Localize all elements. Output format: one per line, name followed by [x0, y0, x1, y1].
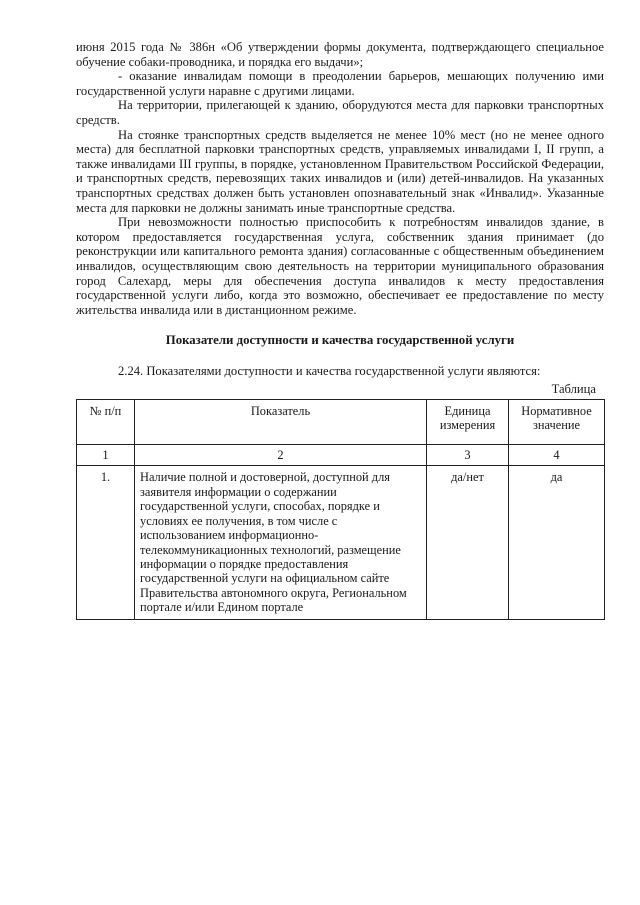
- header-number: № п/п: [77, 400, 135, 445]
- table-header-row: [77, 400, 605, 445]
- column-number: 4: [509, 445, 605, 466]
- row-value: да: [509, 466, 605, 619]
- header-value: Нормативное значение: [509, 400, 605, 445]
- paragraph-4: На стоянке транспортных средств выделяется не менее 10% мест (но не менее одного места) для бесплатной парковки транспортных средств, управляемых инвалидами I, II групп, а также инвалидами III группы, в порядке, установленном Правительством Российской Федерации, и транспортных средств, перевозящих таких инвалидов и (или) детей-инвалидов. На указанных транспортных средствах должен быть установлен опознавательный знак «Инвалид». Указанные места для парковки не должны занимать иные транспортные средства.: [76, 127, 604, 215]
- paragraph-1: июня 2015 года № 386н «Об утверждении формы документа, подтверждающего специальное обучение собаки-проводника, и порядка его выдачи»;: [76, 40, 604, 69]
- header-unit: Единица измерения: [427, 400, 509, 445]
- column-number: 1: [77, 445, 135, 466]
- column-number: 2: [135, 445, 427, 466]
- paragraph-2: - оказание инвалидам помощи в преодолении барьеров, мешающих получению ими государственной услуги наравне с другими лицами.: [76, 69, 604, 98]
- row-number: 1.: [77, 466, 135, 619]
- section-intro: 2.24. Показателями доступности и качества государственной услуги являются:: [118, 363, 541, 378]
- row-unit: да/нет: [427, 466, 509, 619]
- row-indicator: Наличие полной и достоверной, доступной для заявителя информации о содержании государственной услуги, способах, порядке и условиях ее получения, в том числе с использованием информационно-телекоммуникационных технологий, размещение информации о порядке предоставления государственной услуги на официальном сайте Правительства автономного округа, Региональном портале и/или Едином портале: [135, 466, 427, 619]
- document-page: [76, 40, 604, 620]
- column-number-row: [77, 445, 605, 466]
- paragraph-3: На территории, прилегающей к зданию, оборудуются места для парковки транспортных средств.: [76, 98, 604, 127]
- section-heading: Показатели доступности и качества государственной услуги: [165, 333, 515, 348]
- table-caption: Таблица: [551, 382, 596, 397]
- column-number: 3: [427, 445, 509, 466]
- table-row: [77, 466, 605, 619]
- indicators-table: [76, 399, 605, 619]
- paragraph-5: При невозможности полностью приспособить к потребностям инвалидов здание, в котором предоставляется государственная услуга, собственник здания принимает (до реконструкции или капитального ремонта здания) согласованные с общественным объединением инвалидов, осуществляющим свою деятельность на территории муниципального образования город Салехард, меры для обеспечения доступа инвалидов к месту предоставления государственной услуги либо, когда это возможно, обеспечивает ее предоставление по месту жительства инвалида или в дистанционном режиме.: [76, 215, 604, 317]
- header-indicator: Показатель: [135, 400, 427, 445]
